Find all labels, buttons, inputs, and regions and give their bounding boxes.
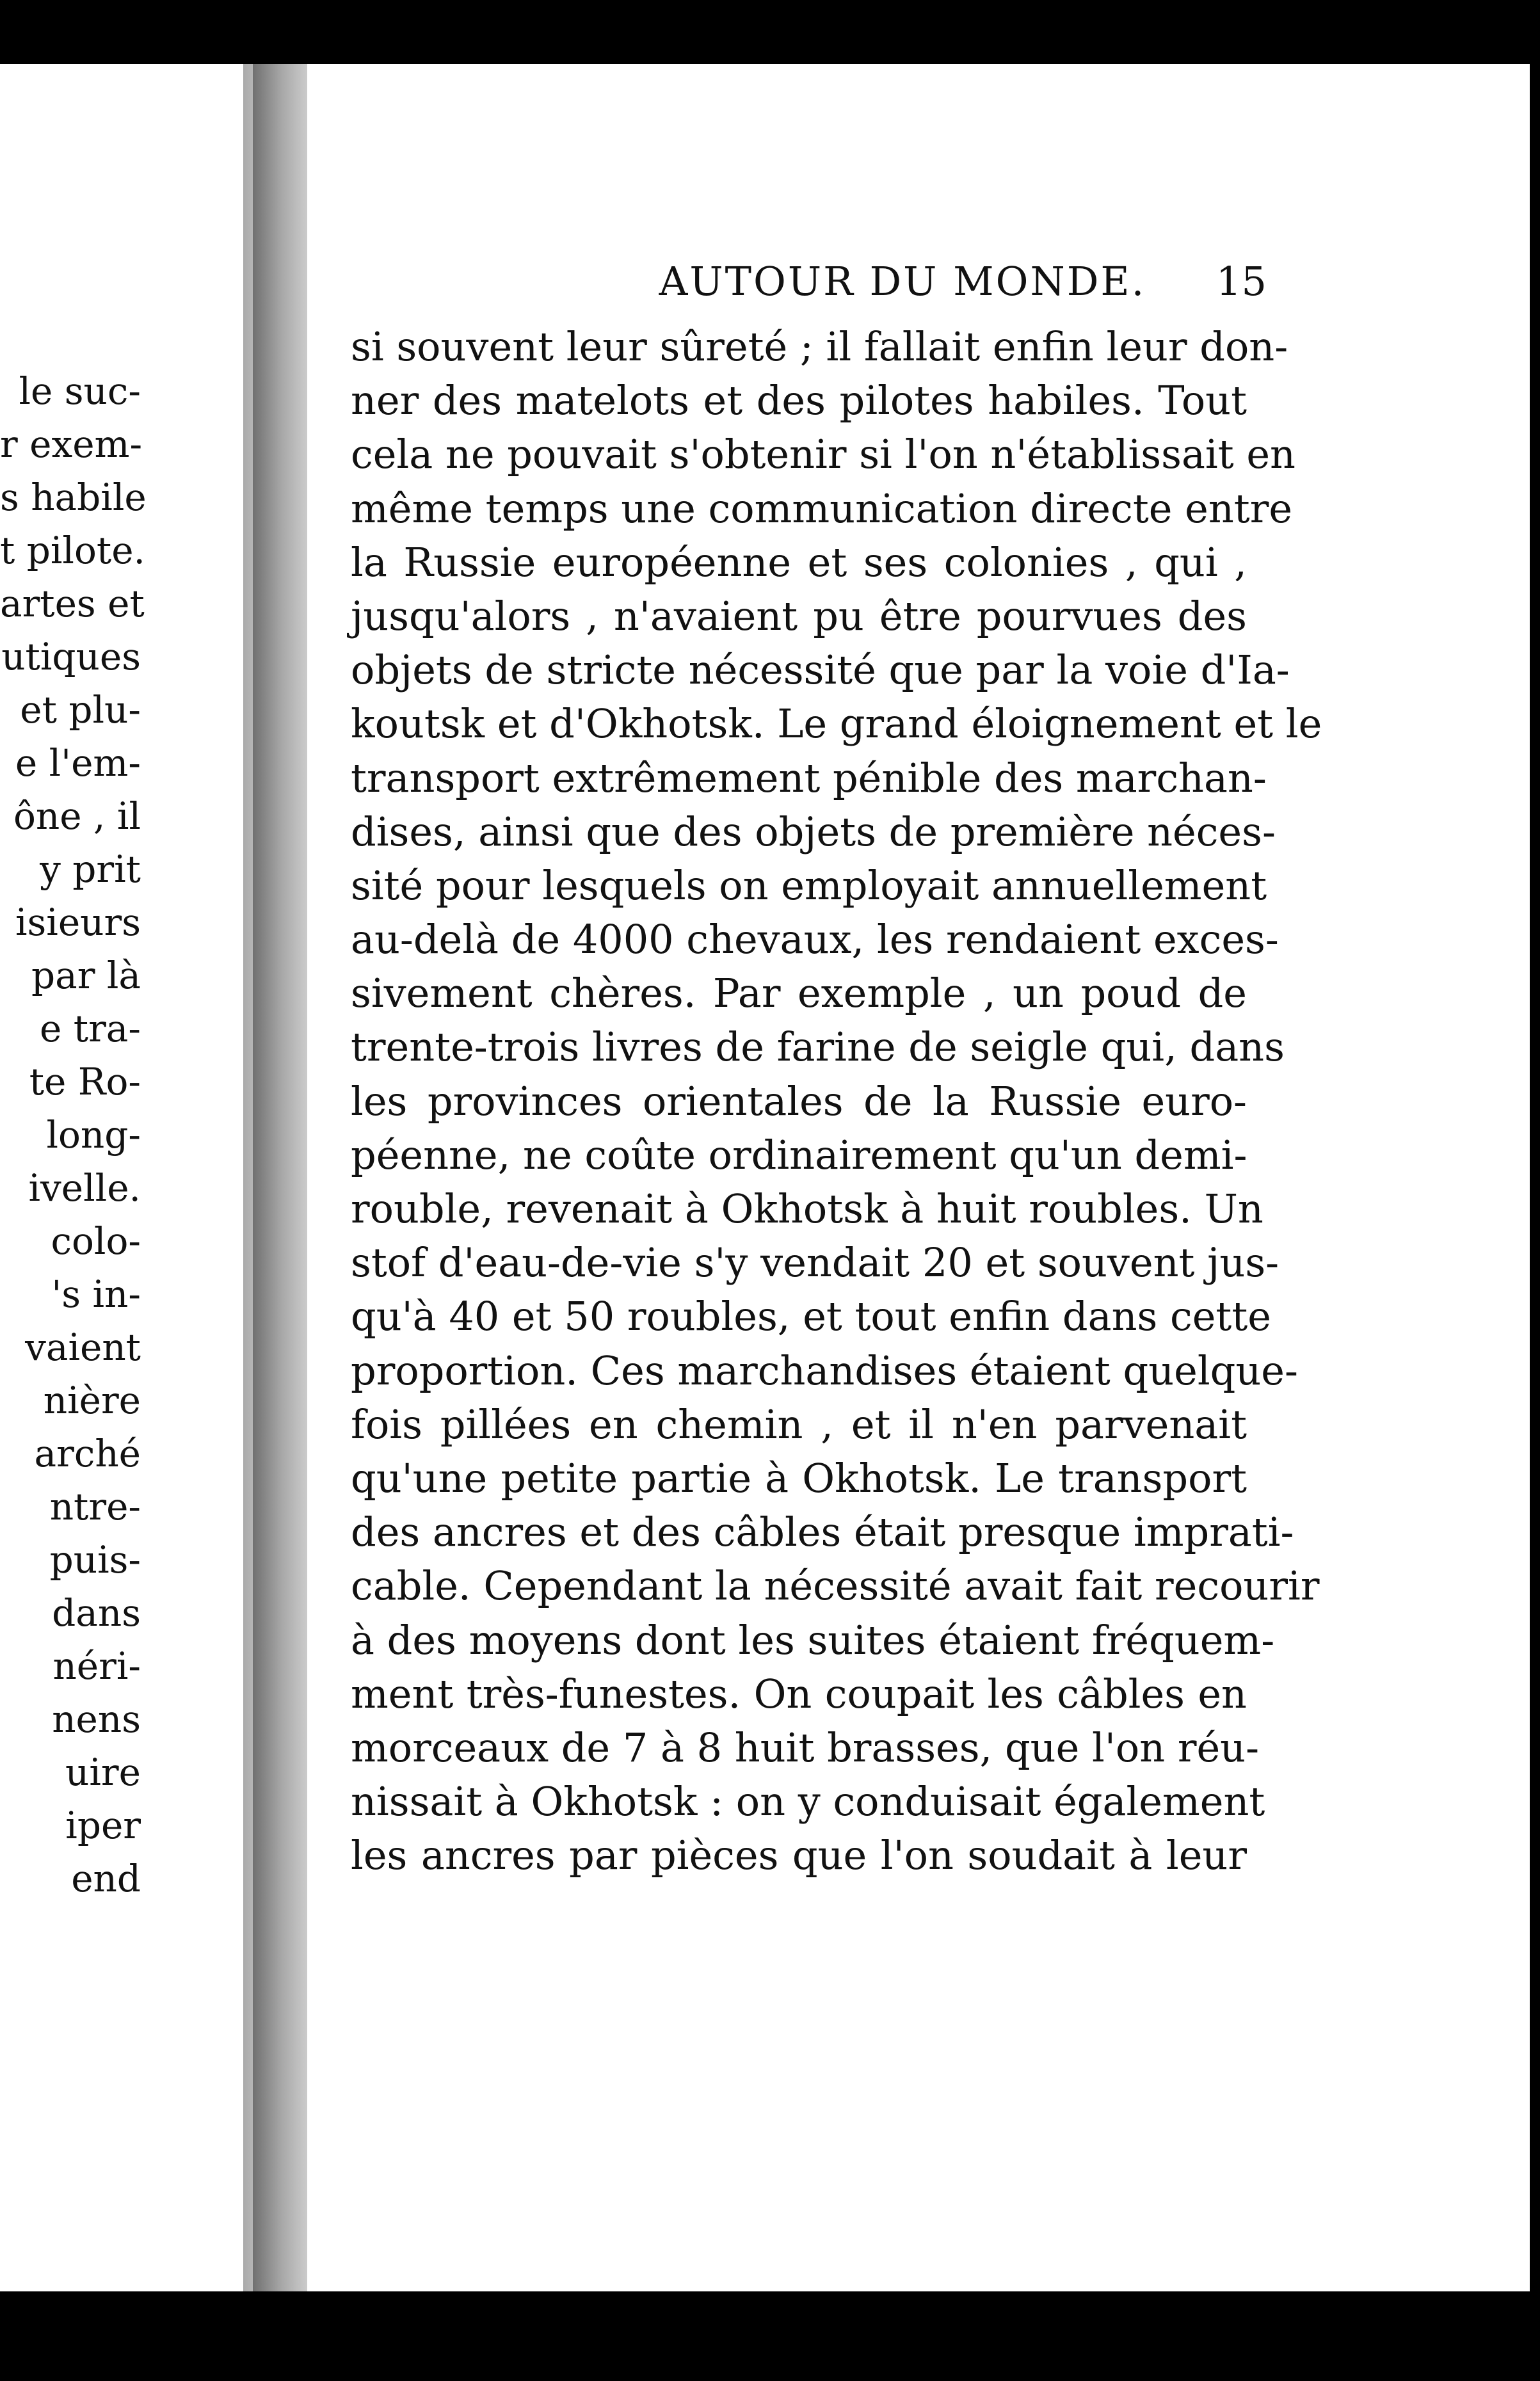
body-text-line: qu'une petite partie à Okhotsk. Le transport: [351, 1454, 1247, 1502]
left-page-fragment: [0, 64, 243, 2291]
scan-border-top: [0, 0, 1540, 64]
left-page-line: colo-: [51, 1219, 141, 1263]
body-text-line: rouble, revenait à Okhotsk à huit roubles. Un: [351, 1185, 1263, 1232]
body-text-line: koutsk et d'Okhotsk. Le grand éloignement et le: [351, 700, 1322, 748]
left-page-line: arché: [34, 1432, 141, 1475]
body-text-line: nissait à Okhotsk : on y conduisait également: [351, 1778, 1265, 1825]
body-text-line: sivement chères. Par exemple , un poud de: [351, 970, 1247, 1017]
body-text-line: les provinces orientales de la Russie euro-: [351, 1077, 1247, 1125]
left-page-line: s habile: [0, 476, 147, 519]
left-page-line: uire: [65, 1751, 141, 1794]
body-text-line: cela ne pouvait s'obtenir si l'on n'établissait en: [351, 431, 1295, 478]
left-page-line: dans: [52, 1591, 141, 1635]
page-number: 15: [1216, 258, 1267, 305]
page-body-text: [351, 320, 1322, 1882]
body-text-line: proportion. Ces marchandises étaient quelque-: [351, 1347, 1298, 1394]
body-text-line: si souvent leur sûreté ; il fallait enfin leur don-: [351, 323, 1288, 370]
body-text-line: même temps une communication directe entre: [351, 485, 1293, 532]
body-text-line: fois pillées en chemin , et il n'en parvenait: [351, 1400, 1247, 1448]
running-head: AUTOUR DU MONDE.: [659, 258, 1146, 305]
body-text-line: cable. Cependant la nécessité avait fait recourir: [351, 1562, 1320, 1610]
left-page-line: artes et: [0, 582, 145, 625]
body-text-line: au-delà de 4000 chevaux, les rendaient exces-: [351, 916, 1279, 963]
body-text-line: la Russie européenne et ses colonies , qui ,: [351, 538, 1247, 586]
body-text-line: morceaux de 7 à 8 huit brasses, que l'on réu-: [351, 1724, 1260, 1771]
body-text-line: sité pour lesquels on employait annuellement: [351, 862, 1267, 909]
left-page-line: e tra-: [40, 1007, 141, 1050]
left-page-text: [0, 365, 243, 1905]
body-text-line: ment très-funestes. On coupait les câbles en: [351, 1670, 1247, 1717]
body-text-line: ner des matelots et des pilotes habiles. Tout: [351, 377, 1247, 424]
body-text-line: péenne, ne coûte ordinairement qu'un demi-: [351, 1131, 1247, 1178]
scan-border-bottom: [0, 2291, 1540, 2381]
gutter-shadow: [253, 64, 310, 2291]
left-page-line: te Ro-: [29, 1060, 141, 1103]
left-page-line: néri-: [52, 1644, 141, 1688]
left-page-line: 's in-: [51, 1272, 141, 1316]
left-page-line: e l'em-: [15, 741, 141, 785]
left-page-line: t pilote.: [0, 529, 145, 572]
scan-border-right: [1530, 64, 1540, 2291]
body-text-line: objets de stricte nécessité que par la voie d'Ia-: [351, 646, 1290, 694]
left-page-line: r exem-: [0, 422, 143, 466]
body-text-line: jusqu'alors , n'avaient pu être pourvues des: [351, 592, 1247, 639]
left-page-line: y prit: [40, 847, 141, 891]
left-page-line: long-: [46, 1113, 141, 1157]
left-page-line: et plu-: [20, 688, 141, 732]
left-page-line: le suc-: [19, 369, 141, 413]
left-page-line: nière: [43, 1379, 141, 1422]
left-page-line: isieurs: [15, 901, 141, 944]
body-text-line: qu'à 40 et 50 roubles, et tout enfin dans cette: [351, 1293, 1271, 1340]
left-page-line: ntre-: [49, 1485, 141, 1528]
body-text-line: transport extrêmement pénible des marchan-: [351, 754, 1267, 801]
left-page-line: end: [71, 1857, 141, 1900]
left-page-line: puis-: [49, 1538, 141, 1582]
left-page-line: iper: [65, 1804, 141, 1847]
left-page-line: ivelle.: [28, 1166, 141, 1210]
body-text-line: à des moyens dont les suites étaient fréquem-: [351, 1616, 1275, 1663]
body-text-line: trente-trois livres de farine de seigle qui, dans: [351, 1023, 1285, 1071]
body-text-line: dises, ainsi que des objets de première néces-: [351, 808, 1276, 855]
left-page-line: vaient: [25, 1326, 141, 1369]
left-page-line: par là: [31, 954, 141, 997]
left-page-line: nens: [52, 1697, 141, 1741]
left-page-line: ône , il: [13, 794, 141, 838]
body-text-line: des ancres et des câbles était presque imprati-: [351, 1509, 1294, 1556]
body-text-line: les ancres par pièces que l'on soudait à leur: [351, 1832, 1247, 1879]
body-text-line: stof d'eau-de-vie s'y vendait 20 et souvent jus-: [351, 1239, 1279, 1287]
left-page-line: utiques: [1, 635, 141, 678]
